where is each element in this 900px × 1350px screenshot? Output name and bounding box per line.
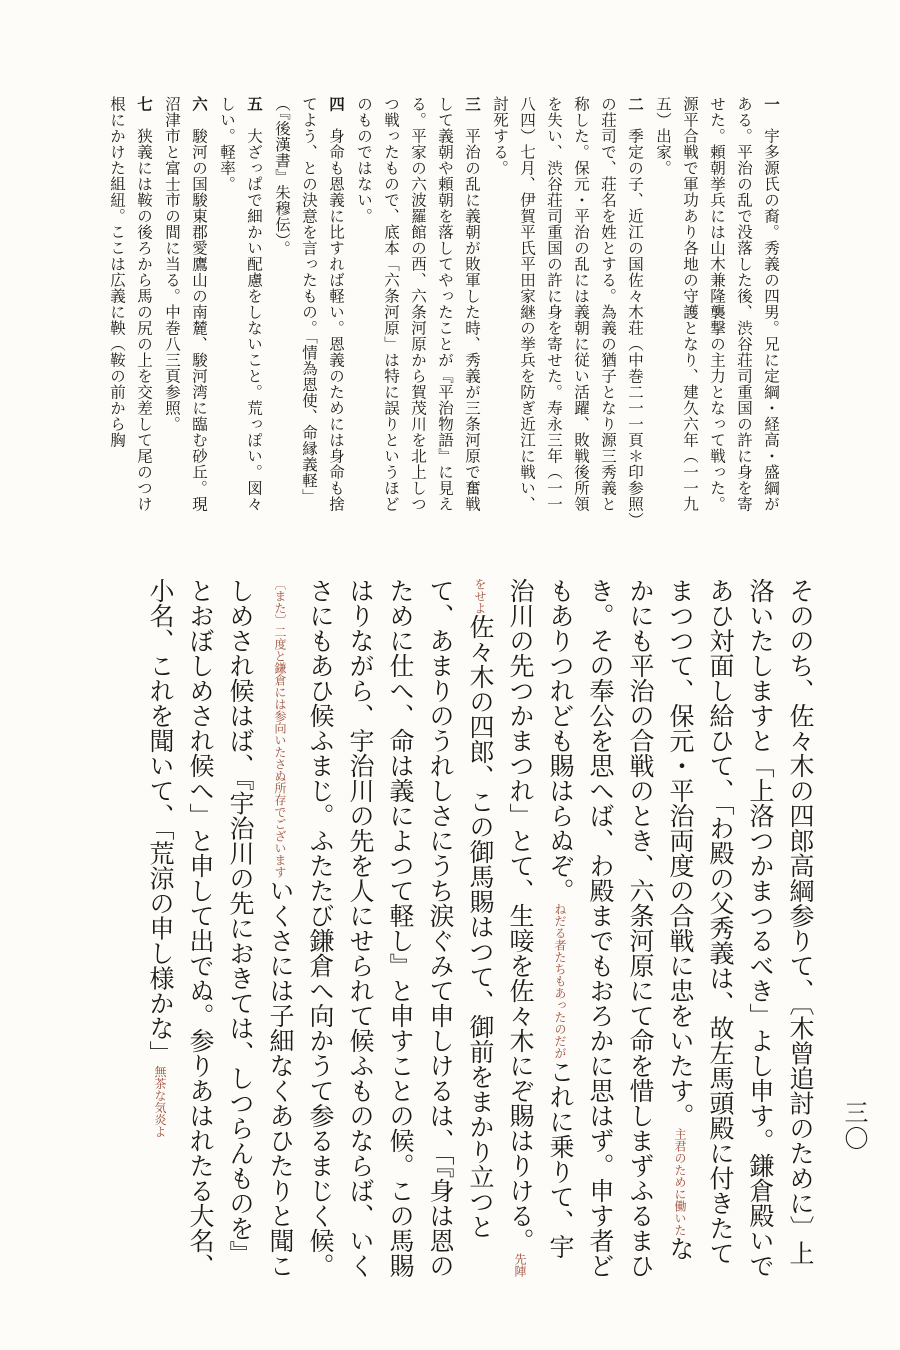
note-number: 四 — [327, 96, 346, 112]
note-number: 二 — [626, 96, 645, 112]
main-sentence: いくさには子細なくあひたりと聞こしめされ候はば、『宇治川の先におきては、しつらんものを』とおぼしめされ候へ」と申して出でぬ。 — [186, 578, 295, 1278]
note-text: 宇多源氏の裔。秀義の四男。兄に定綱・経高・盛綱がある。平治の乱で没落した後、渋谷荘司重国の許に身を寄せた。頼朝挙兵には山木兼隆襲撃の主力となって戦った。源平合戦で軍功あり各地の守護となり、建久六年（一一九五）出家。 — [654, 96, 780, 512]
note-4 — [268, 96, 350, 526]
note-number: 三 — [463, 96, 482, 112]
note-text: 駿河の国駿東郡愛鷹山の南麓、駿河湾に臨む砂丘。現沼津市と富士市の間に当る。中巻八三頁参照。 — [163, 96, 208, 512]
note-text: 身命も恩義に比すれば軽い。恩義のためには身命も捨てよう、との決意を言ったもの。「情為恩使、命縁義軽」（『後漢書』朱穆伝）。 — [273, 96, 345, 512]
main-sentence: そののち、佐々木の四郎高綱参りて、〔木曾追討のために〕上洛いたしますと「上洛つかまつるべき」よし申す。 — [746, 578, 815, 1266]
main-sentence: なかにも平治の合戦のとき、六条河原にて命を惜しまずふるまひき。 — [586, 578, 695, 1278]
main-sentence: この馬賜はりながら、宇治川の先を人にせられて候ふものならば、いくさにもあひ候ふまじ。 — [306, 578, 415, 1278]
note-1 — [649, 96, 785, 526]
note-number: 一 — [762, 96, 781, 112]
note-number: 六 — [190, 96, 209, 112]
note-3 — [350, 96, 486, 526]
main-sentence: ふたたび鎌倉へ向かうて参るまじく候。 — [306, 828, 335, 1278]
gloss: 無茶な気炎よ — [153, 1065, 167, 1138]
main-sentence: その奉公を思へば、わ殿までもおろかに思はず。申す者どもありつれども賜はらぬぞ。 — [546, 578, 615, 1278]
main-sentence: これに乗りて、宇治川の先つかまつれ」とて、生唼を佐々木にぞ賜はりける。 — [506, 578, 575, 1259]
note-text: 季定の子、近江の国佐々木荘（中巻二一一頁＊印参照）の荘司で、荘名を姓とする。為義の猶子となり源三秀義と称した。保元・平治の乱には義朝に従い活躍、敗戦後所領を失い、渋谷荘司重国の許に身を寄せた。寿永三年（一一八四）七月、伊賀平氏平田家継の挙兵を防ぎ近江に戦い、討死する。 — [491, 96, 644, 521]
note-number: 七 — [135, 96, 154, 112]
gloss: 〔また〕二度と鎌倉には参向いたさぬ所存でございます — [273, 578, 287, 878]
main-paragraph — [140, 578, 820, 1278]
main-sentence: 鎌倉殿いであひ対面し給ひて、「わ殿の父秀義は、故左馬頭殿に付きたてまつつて、保元・平治両度の合戦に忠をいたす。 — [666, 578, 775, 1278]
main-sentence: 参りあはれたる大名、小名、これを聞いて、「荒涼の申し様かな」 — [146, 578, 215, 1278]
note-5 — [213, 96, 268, 526]
main-text — [120, 578, 820, 1278]
page-number: 三〇 — [840, 1100, 868, 1152]
note-text: 平治の乱に義朝が敗軍した時、秀義が三条河原で奮戦して義朝や頼朝を落してやったことが『平治物語』に見える。平家の六波羅館の西、六条河原から賀茂川を北上しつつ戦ったもので、底本「六条河原」は特に誤りというほどのものではない。 — [355, 96, 481, 512]
note-6 — [158, 96, 213, 526]
note-2 — [486, 96, 649, 526]
main-sentence: 佐々木の四郎、この御馬賜はつて、御前をまかり立つとて、あまりのうれしさにうち涙ぐみて申しけるは、「『身は恩のために仕へ、命は義によつて軽し』と申すことの候。 — [386, 578, 495, 1278]
note-text: 大ざっぱで細かい配慮をしないこと。荒っぽい。図々しい。軽率。 — [218, 96, 263, 512]
annotation-notes — [108, 96, 785, 526]
gloss: 先陣をせよ — [473, 578, 527, 1277]
gloss: ねだる者たちもあったのだが — [553, 903, 567, 1059]
note-text: 狭義には鞍の後ろから馬の尻の上を交差して尾のつけ根にかけた組紐。ここは広義に鞅（鞍の前から胸 — [108, 96, 153, 512]
note-number: 五 — [245, 96, 264, 112]
note-7 — [103, 96, 158, 526]
gloss: 主君のために働いた — [673, 1128, 687, 1236]
